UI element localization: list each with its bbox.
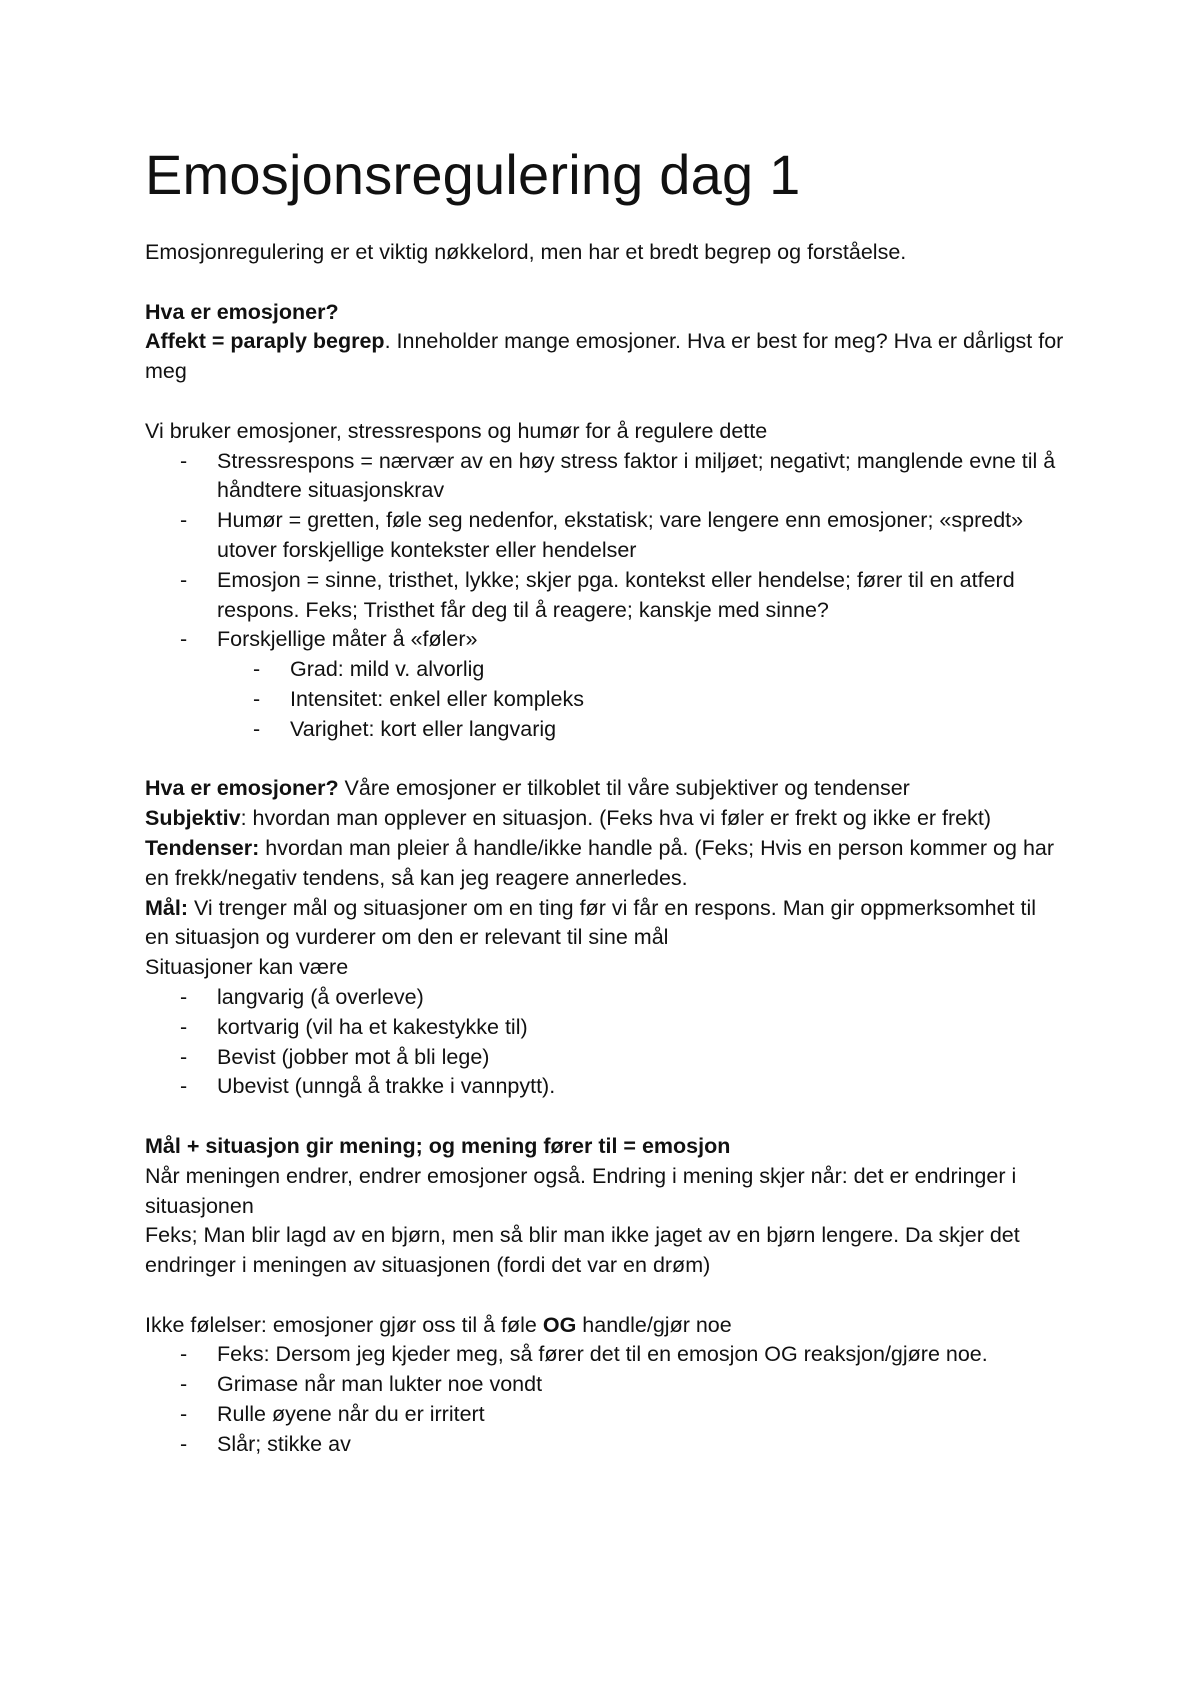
situations-list [145,983,1065,1102]
page-title: Emosjonsregulering dag 1 [145,143,801,206]
emotions-answer: Våre emosjoner er tilkoblet til våre subjektiver og tendenser [338,776,910,801]
document-body [145,238,1065,1460]
list-item: - Feks: Dersom jeg kjeder meg, så fører det til en emosjon OG reaksjon/gjøre noe. [217,1340,1065,1370]
list-item: - Humør = gretten, føle seg nedenfor, ekstatisk; vare lengere enn emosjoner; «spredt» utover forskjellige kontekster eller hendelser [217,506,1065,566]
tendencies-description: hvordan man pleier å handle/ikke handle på. (Feks; Hvis en person kommer og har en frekk/negativ tendens, så kan jeg reagere annerledes. [145,835,1055,890]
regulation-lead: Vi bruker emosjoner, stressrespons og humør for å regulere dette [145,418,768,443]
intro-paragraph: Emosjonregulering er et viktig nøkkelord, men har et bredt begrep og forståelse. [145,240,907,264]
blank-line [145,745,1065,775]
list-item: - langvarig (å overleve) [217,983,1065,1013]
tendencies-paragraph [145,834,1065,894]
emotions-question: Hva er emosjoner? [145,776,339,801]
feelings-text-start: Ikke følelser: emosjoner gjør oss til å føle [145,1312,543,1337]
subjective-paragraph [145,804,1065,834]
section-heading [145,298,1065,328]
actions-list [145,1340,1065,1459]
nested-list [217,655,1065,744]
document-content [145,140,1065,1460]
affect-description: . Inneholder mange emosjoner. Hva er best for meg? Hva er dårligst for meg [145,329,1064,384]
list-item [217,625,1065,744]
affect-paragraph [145,327,1065,387]
example-paragraph: Feks; Man blir lagd av en bjørn, men så blir man ikke jaget av en bjørn lengere. Da skjer det endringer i meningen av situasjonen (fordi det var en drøm) [145,1223,1020,1278]
emotions-paragraph [145,774,1065,804]
feelings-paragraph [145,1311,1065,1341]
list-item: - Slår; stikke av [217,1430,1065,1460]
situations-lead: Situasjoner kan være [145,955,349,980]
list-item: - Stressrespons = nærvær av en høy stress faktor i miljøet; negativt; manglende evne til å håndtere situasjonskrav [217,447,1065,507]
nested-list-item: - Varighet: kort eller langvarig [290,715,1065,745]
goals-description: Vi trenger mål og situasjoner om en ting før vi får en respons. Man gir oppmerksomhet til en situasjon og vurderer om den er relevant til sine mål [145,895,1037,950]
nested-list-item: - Intensitet: enkel eller kompleks [290,685,1065,715]
heading-text: Hva er emosjoner? [145,299,339,324]
feelings-emphasis: OG [542,1312,577,1337]
list-item-text: Forskjellige måter å «føler» [217,627,478,652]
tendencies-term: Tendenser: [145,835,260,860]
regulation-list [145,447,1065,745]
list-item: - Bevist (jobber mot å bli lege) [217,1043,1065,1073]
list-item: - kortvarig (vil ha et kakestykke til) [217,1013,1065,1043]
list-item: - Grimase når man lukter noe vondt [217,1370,1065,1400]
blank-line [145,387,1065,417]
blank-line [145,1102,1065,1132]
subjective-description: : hvordan man opplever en situasjon. (Feks hva vi føler er frekt og ikke er frekt) [240,806,992,831]
meaning-paragraph: Når meningen endrer, endrer emosjoner også. Endring i mening skjer når: det er endringer i situasjonen [145,1163,1017,1218]
nested-list-item: - Grad: mild v. alvorlig [290,655,1065,685]
goals-term: Mål: [145,895,188,920]
goals-paragraph [145,894,1065,954]
blank-line [145,1281,1065,1311]
subjective-term: Subjektiv [145,806,241,831]
heading-text: Mål + situasjon gir mening; og mening fører til = emosjon [145,1133,731,1158]
list-item: - Emosjon = sinne, tristhet, lykke; skjer pga. kontekst eller hendelse; fører til en atferd respons. Feks; Tristhet får deg til å reagere; kanskje med sinne? [217,566,1065,626]
section-heading [145,1132,1065,1162]
list-item: - Ubevist (unngå å trakke i vannpytt). [217,1072,1065,1102]
list-item: - Rulle øyene når du er irritert [217,1400,1065,1430]
affect-term: Affekt = paraply begrep [145,329,385,354]
blank-line [145,268,1065,298]
feelings-text-end: handle/gjør noe [576,1312,732,1337]
